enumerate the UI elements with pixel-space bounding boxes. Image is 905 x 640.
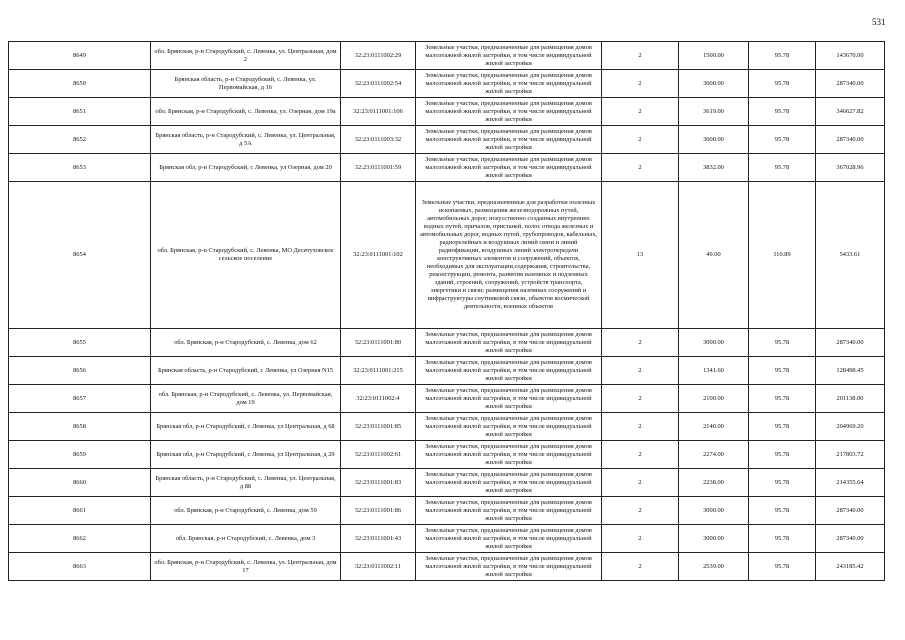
- area-cell: 2274.00: [679, 441, 749, 469]
- cadastral-number-cell: 32:23:0111003:32: [341, 126, 416, 154]
- area-cell: 2238.00: [679, 469, 749, 497]
- land-use-cell: Земельные участки, предназначенные для размещения домов малоэтажной жилой застройки, в том числе индивидуальной жилой застройки: [416, 329, 602, 357]
- record-number-cell: 8653: [9, 154, 151, 182]
- cadastral-value-cell: 128498.45: [816, 357, 885, 385]
- land-use-cell: Земельные участки, предназначенные для размещения домов малоэтажной жилой застройки, в том числе индивидуальной жилой застройки: [416, 413, 602, 441]
- area-cell: 49.00: [679, 182, 749, 329]
- group-cell: 2: [602, 497, 679, 525]
- cadastral-value-cell: 287340.00: [816, 329, 885, 357]
- cadastral-value-cell: 287340.00: [816, 525, 885, 553]
- area-cell: 3000.00: [679, 70, 749, 98]
- land-use-cell: Земельные участки, предназначенные для размещения домов малоэтажной жилой застройки, в том числе индивидуальной жилой застройки: [416, 126, 602, 154]
- land-use-cell: Земельные участки, предназначенные для размещения домов малоэтажной жилой застройки, в том числе индивидуальной жилой застройки: [416, 98, 602, 126]
- rate-cell: 95.78: [749, 525, 816, 553]
- page-number: 531: [872, 17, 886, 27]
- rate-cell: 95.78: [749, 497, 816, 525]
- cadastral-number-cell: 32:23:0111002:11: [341, 553, 416, 581]
- record-number-cell: 8650: [9, 70, 151, 98]
- table-row: [9, 497, 885, 525]
- record-number-cell: 8659: [9, 441, 151, 469]
- table-row: [9, 413, 885, 441]
- address-cell: Брянская обл, р-н Стародубский, с Левенка, ул Центральная, д 29: [151, 441, 341, 469]
- cadastral-number-cell: 32:23:0111001:86: [341, 497, 416, 525]
- cadastral-value-cell: 287340.00: [816, 70, 885, 98]
- record-number-cell: 8652: [9, 126, 151, 154]
- land-registry-table: [8, 41, 885, 581]
- group-cell: 2: [602, 357, 679, 385]
- land-use-cell: Земельные участки, предназначенные для размещения домов малоэтажной жилой застройки, в том числе индивидуальной жилой застройки: [416, 553, 602, 581]
- group-cell: 2: [602, 42, 679, 70]
- group-cell: 2: [602, 329, 679, 357]
- land-use-cell: Земельные участки, предназначенные для размещения домов малоэтажной жилой застройки, в том числе индивидуальной жилой застройки: [416, 42, 602, 70]
- cadastral-number-cell: 32:23:0111001:43: [341, 525, 416, 553]
- address-cell: Брянская обл, р-н Стародубский, с Левенка, ул Озерная, дом 20: [151, 154, 341, 182]
- table-row: [9, 70, 885, 98]
- record-number-cell: 8660: [9, 469, 151, 497]
- address-cell: обл. Брянская, р-н Стародубский, с. Левенка, дом 3: [151, 525, 341, 553]
- address-cell: Брянская область, р-н Стародубский, с. Левенка, ул. Первомайская, д 16: [151, 70, 341, 98]
- address-cell: обл. Брянская, р-н Стародубский, с. Левенка, МО Десятуховское сельское поселение: [151, 182, 341, 329]
- rate-cell: 95.78: [749, 329, 816, 357]
- group-cell: 2: [602, 413, 679, 441]
- table-row: [9, 154, 885, 182]
- table-row: [9, 385, 885, 413]
- table-row: [9, 126, 885, 154]
- area-cell: 3000.00: [679, 126, 749, 154]
- land-use-cell: Земельные участки, предназначенные для размещения домов малоэтажной жилой застройки, в том числе индивидуальной жилой застройки: [416, 469, 602, 497]
- address-cell: обл. Брянская, р-н Стародубский, с. Левенка, ул. Озерная, дом 19а: [151, 98, 341, 126]
- cadastral-number-cell: 32:23:0111002:4: [341, 385, 416, 413]
- area-cell: 3000.00: [679, 497, 749, 525]
- cadastral-value-cell: 287340.00: [816, 126, 885, 154]
- cadastral-value-cell: 143670.00: [816, 42, 885, 70]
- cadastral-value-cell: 243185.42: [816, 553, 885, 581]
- land-use-cell: Земельные участки, предназначенные для размещения домов малоэтажной жилой застройки, в том числе индивидуальной жилой застройки: [416, 70, 602, 98]
- record-number-cell: 8661: [9, 497, 151, 525]
- record-number-cell: 8663: [9, 553, 151, 581]
- rate-cell: 95.78: [749, 98, 816, 126]
- rate-cell: 95.78: [749, 385, 816, 413]
- cadastral-number-cell: 32:23:0111001:215: [341, 357, 416, 385]
- group-cell: 2: [602, 98, 679, 126]
- cadastral-number-cell: 32:23:0111002:54: [341, 70, 416, 98]
- cadastral-value-cell: 287340.00: [816, 497, 885, 525]
- land-use-cell: Земельные участки, предназначенные для размещения домов малоэтажной жилой застройки, в том числе индивидуальной жилой застройки: [416, 441, 602, 469]
- land-use-cell: Земельные участки, предназначенные для размещения домов малоэтажной жилой застройки, в том числе индивидуальной жилой застройки: [416, 357, 602, 385]
- cadastral-number-cell: 32:23:0111001:102: [341, 182, 416, 329]
- cadastral-value-cell: 5433.61: [816, 182, 885, 329]
- group-cell: 2: [602, 385, 679, 413]
- table-row: [9, 441, 885, 469]
- cadastral-value-cell: 204969.20: [816, 413, 885, 441]
- land-use-cell: Земельные участки, предназначенные для размещения домов малоэтажной жилой застройки, в том числе индивидуальной жилой застройки: [416, 385, 602, 413]
- record-number-cell: 8649: [9, 42, 151, 70]
- land-use-cell: Земельные участки, предназначенные для размещения домов малоэтажной жилой застройки, в том числе индивидуальной жилой застройки: [416, 525, 602, 553]
- rate-cell: 95.78: [749, 469, 816, 497]
- cadastral-number-cell: 32:23:0111001:85: [341, 413, 416, 441]
- cadastral-number-cell: 32:23:0111002:29: [341, 42, 416, 70]
- cadastral-number-cell: 32:23:0111001:106: [341, 98, 416, 126]
- area-cell: 3832.00: [679, 154, 749, 182]
- table-row: [9, 98, 885, 126]
- record-number-cell: 8655: [9, 329, 151, 357]
- table-row: [9, 525, 885, 553]
- group-cell: 2: [602, 525, 679, 553]
- record-number-cell: 8657: [9, 385, 151, 413]
- record-number-cell: 8651: [9, 98, 151, 126]
- address-cell: обл. Брянская, р-н Стародубский, с. Левенка, дом 62: [151, 329, 341, 357]
- table-row: [9, 42, 885, 70]
- table-row: [9, 329, 885, 357]
- table-row: [9, 182, 885, 329]
- address-cell: Брянская обл, р-н Стародубский, с Левенка, ул Центральная, д 68: [151, 413, 341, 441]
- table-row: [9, 469, 885, 497]
- rate-cell: 95.78: [749, 70, 816, 98]
- area-cell: 2100.00: [679, 385, 749, 413]
- land-use-cell: Земельные участки, предназначенные для размещения домов малоэтажной жилой застройки, в том числе индивидуальной жилой застройки: [416, 154, 602, 182]
- rate-cell: 110.89: [749, 182, 816, 329]
- address-cell: Брянская область, р-н Стародубский, с. Левенка, ул. Центральная, д 5А: [151, 126, 341, 154]
- rate-cell: 95.78: [749, 553, 816, 581]
- group-cell: 13: [602, 182, 679, 329]
- land-use-cell: Земельные участки, предназначенные для размещения домов малоэтажной жилой застройки, в том числе индивидуальной жилой застройки: [416, 497, 602, 525]
- rate-cell: 95.78: [749, 126, 816, 154]
- table-row: [9, 553, 885, 581]
- area-cell: 3619.00: [679, 98, 749, 126]
- area-cell: 2140.00: [679, 413, 749, 441]
- cadastral-number-cell: 32:23:0111001:59: [341, 154, 416, 182]
- group-cell: 2: [602, 70, 679, 98]
- cadastral-number-cell: 32:23:0111002:61: [341, 441, 416, 469]
- group-cell: 2: [602, 469, 679, 497]
- rate-cell: 95.78: [749, 413, 816, 441]
- address-cell: Брянская область, р-н Стародубский, с. Левенка, ул. Центральная, д 88: [151, 469, 341, 497]
- rate-cell: 95.78: [749, 154, 816, 182]
- address-cell: обл. Брянская, р-н Стародубский, с. Левенка, ул. Центральная, дом 17: [151, 553, 341, 581]
- record-number-cell: 8662: [9, 525, 151, 553]
- area-cell: 2539.00: [679, 553, 749, 581]
- address-cell: обл. Брянская, р-н Стародубский, с. Левенка, ул. Первомайская, дом 19: [151, 385, 341, 413]
- table-row: [9, 357, 885, 385]
- address-cell: Брянская область, р-н Стародубский, с Левенка, ул Озерная N15: [151, 357, 341, 385]
- cadastral-value-cell: 367028.96: [816, 154, 885, 182]
- area-cell: 3000.00: [679, 329, 749, 357]
- record-number-cell: 8658: [9, 413, 151, 441]
- address-cell: обл. Брянская, р-н Стародубский, с. Левенка, дом 59: [151, 497, 341, 525]
- record-number-cell: 8654: [9, 182, 151, 329]
- group-cell: 2: [602, 441, 679, 469]
- area-cell: 1341.60: [679, 357, 749, 385]
- cadastral-value-cell: 214355.64: [816, 469, 885, 497]
- record-number-cell: 8656: [9, 357, 151, 385]
- group-cell: 2: [602, 553, 679, 581]
- cadastral-value-cell: 346627.82: [816, 98, 885, 126]
- area-cell: 3000.00: [679, 525, 749, 553]
- rate-cell: 95.78: [749, 42, 816, 70]
- rate-cell: 95.78: [749, 357, 816, 385]
- rate-cell: 95.78: [749, 441, 816, 469]
- table-body: [9, 42, 885, 581]
- area-cell: 1500.00: [679, 42, 749, 70]
- group-cell: 2: [602, 154, 679, 182]
- cadastral-number-cell: 32:23:0111001:80: [341, 329, 416, 357]
- cadastral-value-cell: 217803.72: [816, 441, 885, 469]
- land-use-cell: Земельные участки, предназначенные для разработки полезных ископаемых, размещения железнодорожных путей, автомобильных дорог, искусственно созданных внутренних водных путей, причалов, пристаней, полос отвода железных и автомобильных дорог, водных путей, трубопроводов, кабельных, радиорелейных и воздушных линий связи и линий радиофикации, воздушных линий электропередачи конструктивных элементов и сооружений, объектов, необходимых для эксплуатации,содержания, строительства, реконструкции, ремонта, развития наземных и подземных зданий, строений, сооружений, устройств транспорта, энергетики и связи; размещения наземных сооружений и инфраструктуры спутниковой связи, объектов космической деятельности, военных объектов: [416, 182, 602, 329]
- group-cell: 2: [602, 126, 679, 154]
- address-cell: обл. Брянская, р-н Стародубский, с. Левенка, ул. Центральная, дом 2: [151, 42, 341, 70]
- cadastral-number-cell: 32:23:0111001:83: [341, 469, 416, 497]
- cadastral-value-cell: 201138.00: [816, 385, 885, 413]
